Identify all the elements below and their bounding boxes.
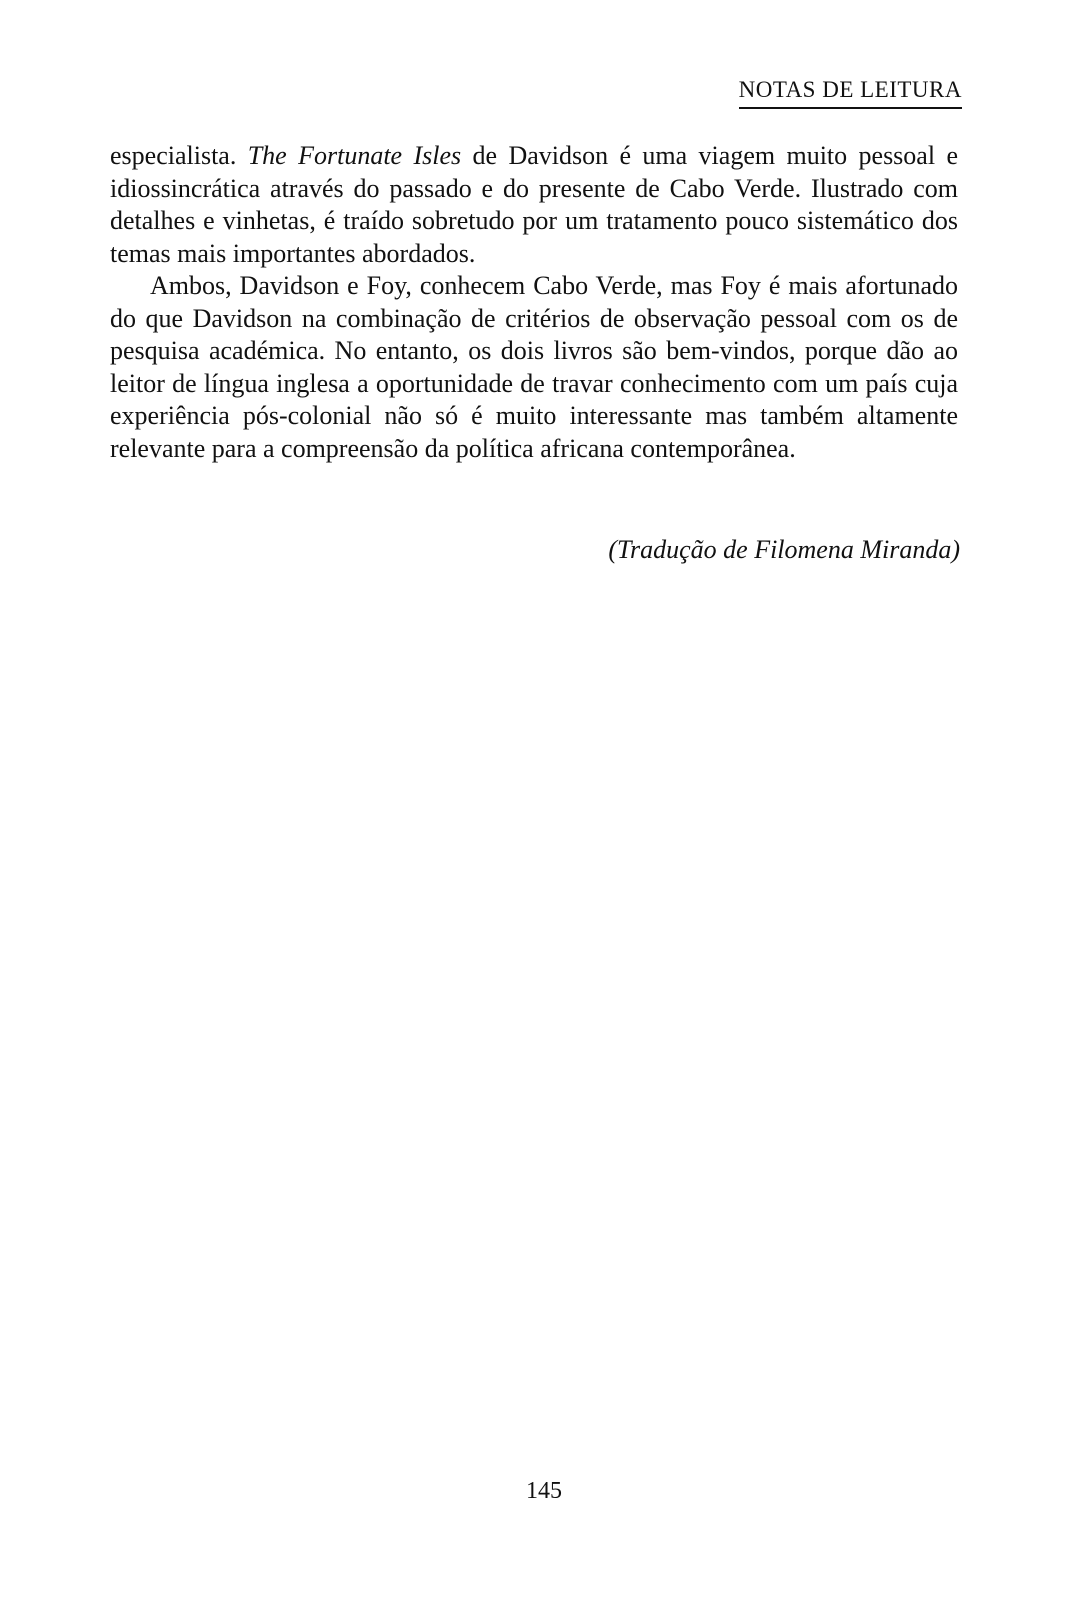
paragraph-1-lead: especialista.: [110, 141, 248, 170]
book-title: The Fortunate Isles: [247, 141, 462, 170]
paragraph-1: [110, 140, 958, 270]
paragraph-1-rest: de Davidson é uma viagem muito pessoal e idiossincrática através do passado e do presente de Cabo Verde. Ilustrado com detalhes e vinhetas, é traído sobretudo por um tratamento pouco sistemático dos temas mais importantes abordados.: [110, 141, 958, 268]
paragraph-2: Ambos, Davidson e Foy, conhecem Cabo Verde, mas Foy é mais afortunado do que Davidson na combinação de critérios de observação pessoal com os de pesquisa académica. No entanto, os dois livros são bem-vindos, porque dão ao leitor de língua inglesa a oportunidade de travar conhecimento com um país cuja experiência pós-colonial não só é muito interessante mas também altamente relevante para a compreensão da política africana contemporânea.: [110, 271, 958, 463]
page-number: 145: [526, 1478, 562, 1504]
body-text: [110, 140, 958, 465]
translation-credit: (Tradução de Filomena Miranda): [608, 535, 960, 564]
running-header: NOTAS DE LEITURA: [739, 76, 962, 109]
